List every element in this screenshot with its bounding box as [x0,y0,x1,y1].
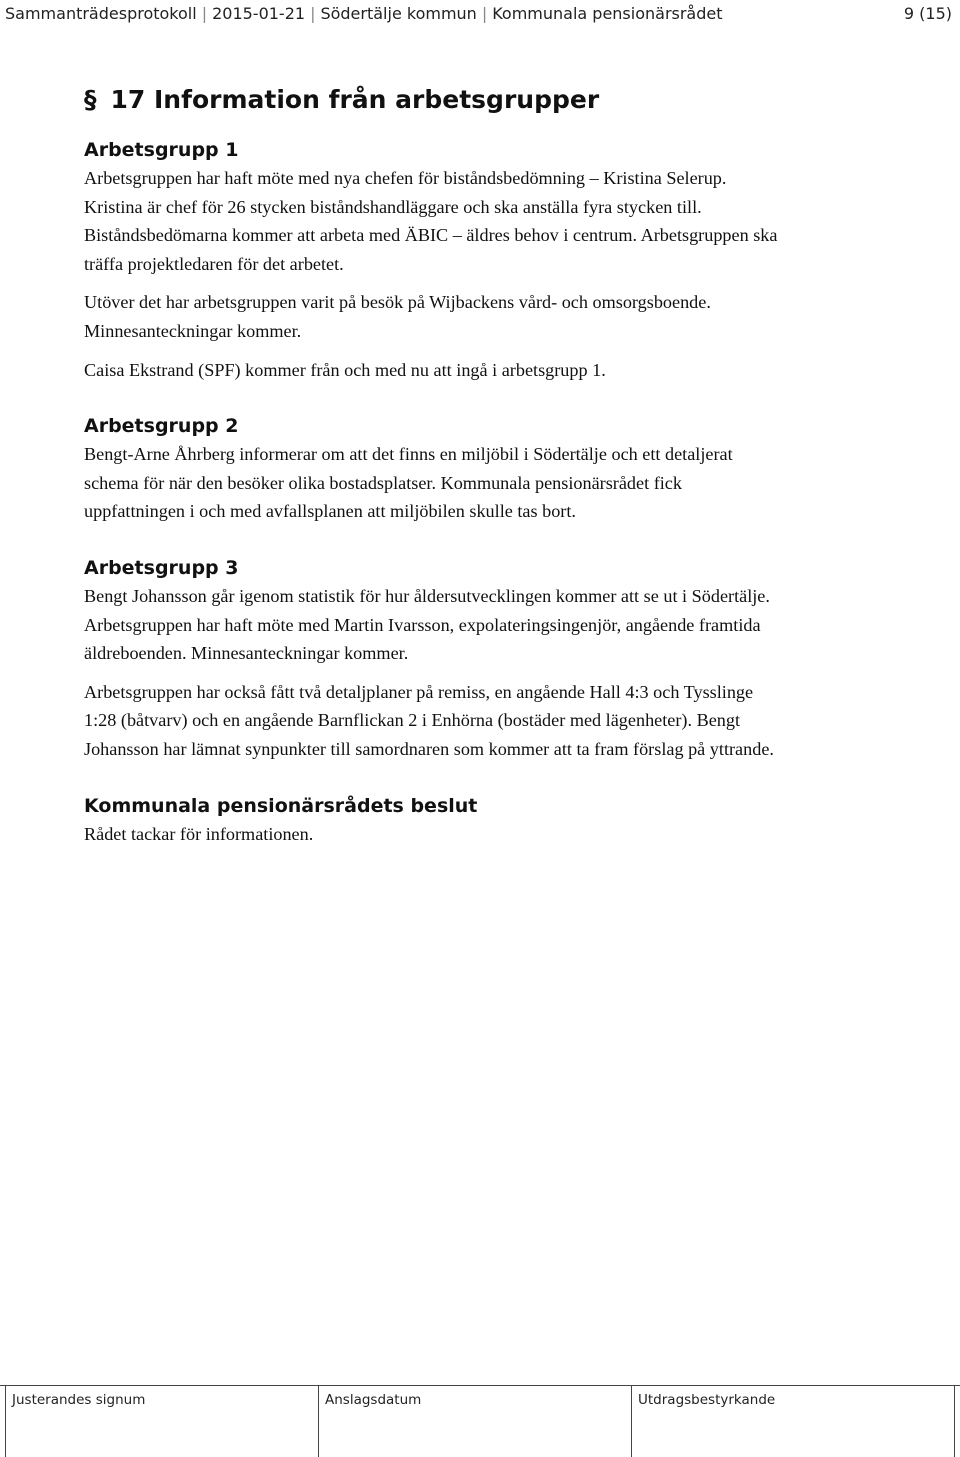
footer-cell-certification [631,1386,955,1457]
paragraph-sign: § [84,85,97,114]
text-line: Biståndsbedömarna kommer att arbeta med ÄBIC – äldres behov i centrum. Arbetsgruppen ska [84,225,778,246]
paragraph [84,440,944,526]
group-heading: Kommunala pensionärsrådets beslut [84,794,478,817]
section-title-text: 17 Information från arbetsgrupper [110,85,600,114]
text-line: Utöver det har arbetsgruppen varit på besök på Wijbackens vård- och omsorgsboende. [84,292,711,313]
work-group-2 [84,412,944,526]
group-heading: Arbetsgrupp 1 [84,139,239,161]
paragraph [84,582,944,668]
group-heading: Arbetsgrupp 3 [84,556,239,579]
paragraph [84,164,944,278]
text-line: Minnesanteckningar kommer. [84,320,302,341]
work-group-3 [84,554,944,764]
section-title [84,80,944,120]
paragraph [84,820,944,849]
text-line: Arbetsgruppen har också fått två detaljplaner på remiss, en angående Hall 4:3 och Tysslinge [84,681,754,702]
text-line: Arbetsgruppen har haft möte med Martin Ivarsson, expolateringsingenjör, angående framtida [84,614,761,635]
paragraph [84,356,944,385]
header-separator: | [310,4,316,23]
text-line: Rådet tackar för informationen. [84,823,314,844]
work-group-1 [84,136,944,384]
header-separator: | [481,4,488,23]
text-line: schema för när den besöker olika bostadsplatser. Kommunala pensionärsrådet fick [84,472,682,493]
paragraph [84,678,944,764]
footer-label: Utdragsbestyrkande [638,1392,776,1408]
text-line: Kristina är chef för 26 stycken biståndshandläggare och ska anställa fyra stycken till. [84,196,702,217]
decision-section [84,792,944,849]
text-line: träffa projektledaren för det arbetet. [84,253,344,274]
footer-cell-posting-date [318,1386,631,1457]
page-header [0,0,960,28]
text-line: 1:28 (båtvarv) och en angående Barnflickan 2 i Enhörna (bostäder med lägenheter). Bengt [84,710,741,731]
text-line: uppfattningen i och med avfallsplanen att miljöbilen skulle tas bort. [84,501,576,522]
text-line: äldreboenden. Minnesanteckningar kommer. [84,643,409,664]
text-line: Johansson har lämnat synpunkter till samordnaren som kommer att ta fram förslag på yttrande. [84,738,774,759]
footer-label: Anslagsdatum [325,1392,422,1408]
text-line: Caisa Ekstrand (SPF) kommer från och med nu att ingå i arbetsgrupp 1. [84,359,606,380]
signature-footer [0,1385,960,1457]
header-council: Kommunala pensionärsrådet [492,4,723,23]
page-number: 9 (15) [903,4,952,23]
text-line: Bengt Johansson går igenom statistik för hur åldersutvecklingen kommer att se ut i Södertälje. [84,585,770,606]
header-date: 2015-01-21 [212,4,306,23]
header-doc-type: Sammanträdesprotokoll [5,4,197,23]
document-body [84,80,944,848]
text-line: Arbetsgruppen har haft möte med nya chefen för biståndsbedömning – Kristina Selerup. [84,168,727,188]
footer-label: Justerandes signum [12,1392,146,1408]
group-heading: Arbetsgrupp 2 [84,415,239,438]
header-municipality: Södertälje kommun [320,4,477,23]
header-separator: | [201,4,208,23]
paragraph [84,288,944,345]
text-line: Bengt-Arne Åhrberg informerar om att det finns en miljöbil i Södertälje och ett detaljerat [84,444,733,465]
header-meta [5,0,723,28]
footer-cell-signature [5,1386,318,1457]
